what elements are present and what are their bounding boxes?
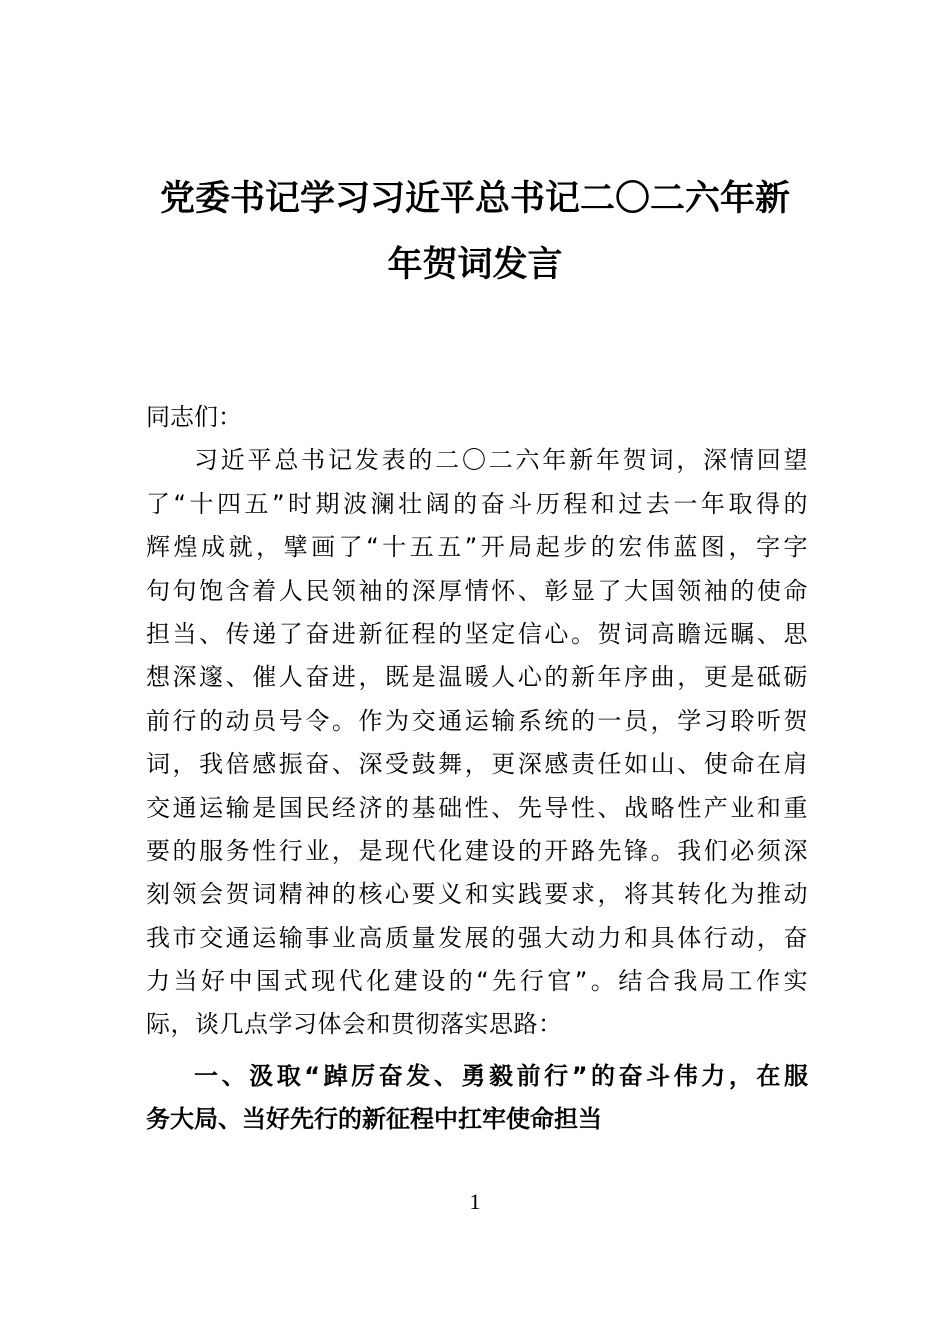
- title-line: 年贺词发言: [387, 244, 563, 285]
- document-title: [110, 166, 840, 298]
- paragraph-line: 我市交通运输事业高质量发展的强大动力和具体行动，奋: [146, 923, 808, 952]
- document-body: [146, 396, 808, 1142]
- paragraph-line: 词，我倍感振奋、深受鼓舞，更深感责任如山、使命在肩: [146, 750, 808, 779]
- paragraph-intro: [146, 439, 808, 1046]
- section-heading-1: [146, 1055, 808, 1142]
- paragraph-line: 交通运输是国民经济的基础性、先导性、战略性产业和重: [146, 793, 808, 822]
- page-number: 1: [469, 1189, 481, 1214]
- paragraph-line: 想深邃、催人奋进，既是温暖人心的新年序曲，更是砥砺: [146, 663, 808, 692]
- paragraph-line: 前行的动员号令。作为交通运输系统的一员，学习聆听贺: [146, 706, 808, 735]
- section-heading-line: 务大局、当好先行的新征程中扛牢使命担当: [146, 1105, 602, 1134]
- paragraph-line: 力当好中国式现代化建设的“先行官”。结合我局工作实: [146, 967, 808, 996]
- paragraph-line: 担当、传递了奋进新征程的坚定信心。贺词高瞻远瞩、思: [146, 619, 808, 648]
- paragraph-line: 要的服务性行业，是现代化建设的开路先锋。我们必须深: [146, 836, 808, 865]
- section-heading-line: 一、汲取“踔厉奋发、勇毅前行”的奋斗伟力，在服: [194, 1061, 808, 1090]
- paragraph-line: 了“十四五”时期波澜壮阔的奋斗历程和过去一年取得的: [146, 489, 808, 518]
- paragraph-line: 刻领会贺词精神的核心要义和实践要求，将其转化为推动: [146, 880, 808, 909]
- paragraph-line: 习近平总书记发表的二〇二六年新年贺词，深情回望: [194, 446, 808, 475]
- paragraph-line: 句句饱含着人民领袖的深厚情怀、彰显了大国领袖的使命: [146, 576, 808, 605]
- title-line: 党委书记学习习近平总书记二〇二六年新: [159, 178, 790, 219]
- paragraph-line: 际，谈几点学习体会和贯彻落实思路：: [146, 1010, 563, 1039]
- salutation: 同志们：: [146, 403, 242, 431]
- paragraph-line: 辉煌成就，擘画了“十五五”开局起步的宏伟蓝图，字字: [146, 533, 808, 562]
